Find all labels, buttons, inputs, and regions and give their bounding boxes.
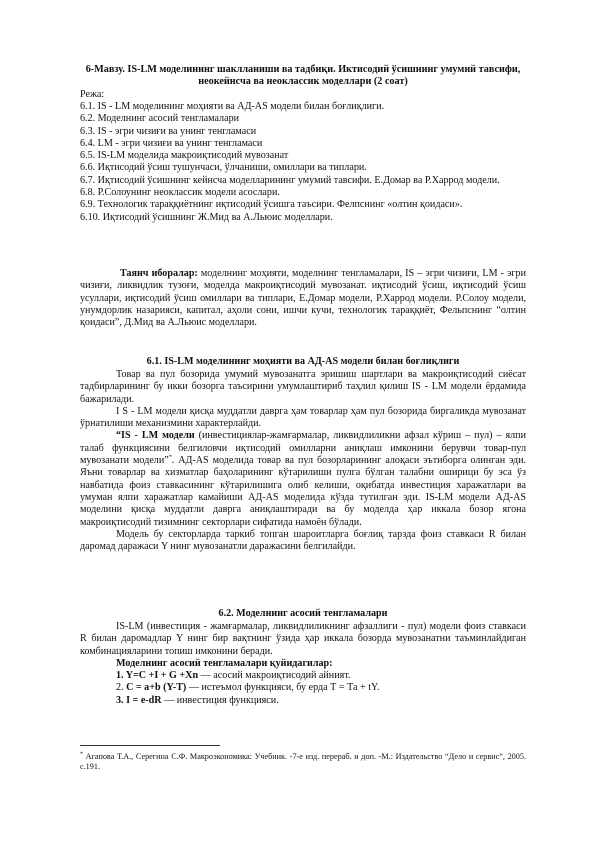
footnote-divider — [80, 745, 220, 746]
page-title: 6-Мавзу. IS-LM моделининг шаклланиши ва тадбиқи. Иктисодий ўсишнинг умумий тавсифи, неокейнсча ва неоклассик моделлари (2 соат) — [85, 64, 521, 88]
keywords-paragraph — [80, 268, 526, 329]
footnote — [80, 752, 526, 772]
paragraph: Модель бу секторларда таркиб топган шароитларга боғлиқ тарзда фоиз ставкаси R билан даромад даражаси Y нинг мувозанатли даражасини белгилайди. — [80, 528, 526, 553]
section-2-body — [80, 621, 526, 707]
plan-item: 6.5. IS-LM моделида макроиқтисодий мувозанат — [80, 150, 289, 162]
paragraph — [80, 430, 526, 528]
paragraph-text: . АД-AS моделида товар ва пул бозорларининг алоқаси эътиборга олинган эди. Яъни товарлар ва хизматлар баҳоларининг кўтарилиши пулга бўлган талабни оширици бу эса ўз навбатида фоиз ставкасининг кўтарилишига олиб келиши, оқибатда инвестиция харажатлари ва умуман ялпи харажатлар камайиши АД-AS моделида кўзда тутилган эди. IS-LM модели АД-AS моделини қисқа муддатли даврга аниқлаштиради ва бу моделда ҳар иккала бозор ягона макроиқтисодий тизимнинг секторлари сифатида намоён бўлади. — [80, 455, 527, 528]
plan-item: 6.8. Р.Солоунинг неоклассик модели асослари. — [80, 187, 280, 199]
plan-item: 6.3. IS - эгри чизиғи ва унинг тенгламаси — [80, 125, 257, 137]
term-bold: “IS - LM модели — [116, 430, 195, 442]
equation-1 — [80, 670, 526, 682]
footnote-text: Агапова Т.А., Серегина С.Ф. Макроэкономика: Учебник. -7-е изд. перераб. и доп. -М.: Издательство “Дело и сервис”, 2005. с.191. — [80, 752, 526, 771]
plan-item: 6.4. LM - эгри чизиғи ва унинг тенгламаси — [80, 137, 263, 149]
plan-item: 6.9. Технологик тараққиётнинг иқтисодий ўсишга таъсири. Фелпснинг «олтин қоидаси». — [80, 199, 463, 211]
equation-desc: — инвестиция функцияси. — [161, 694, 279, 706]
equation-formula: С = а+b (Y-T) — [126, 682, 187, 694]
paragraph: IS-LM (инвестиция - жамғармалар, ликвидлиликнинг афзаллиги - пул) модели фоиз ставкаси R билан даромадлар Y нинг бир вақтнинг ўзида ҳар иккала бозорда мувозанатни таъминлайдиган комбинацияларини топиш имконини беради. — [80, 621, 526, 657]
keywords-text: моделнинг моҳияти, моделнинг тенгламалари, IS – эгри чизиғи, LM - эгри чизиғи, ликвидлик тузоғи, моделда макроиқтисодий мувозанат. иқтисодий ўсиш, иқтисодий ўсиш усуллари, иқтисодий ўсиш омиллари ва типлари, Е.Домар модели, Р.Харрод модели. Р.Солоу модели, унумдорлик назарияси, капитал, аҳоли сони, ишчи кучи, технологик тараққиёт, Фельпснинг “олтин қоидаси”, Д.Мид ва А.Льюис моделлари. — [80, 268, 526, 329]
section-1-heading: 6.1. IS-LM моделининг моҳияти ва АД-AS модели билан боғлиқлиги — [146, 356, 460, 367]
footnote-ref[interactable]: * — [168, 454, 172, 461]
equation-formula: 1. Y=C +I + G +Xn — [116, 670, 199, 682]
equation-3 — [80, 695, 526, 707]
plan-item: 6.2. Моделнинг асосий тенгламалари — [80, 113, 240, 125]
equation-desc: — асосий макроиқтисодий айният. — [198, 670, 351, 682]
plan-item: 6.10. Иқтисодий ўсишнинг Ж.Мид ва А.Льюис моделлари. — [80, 211, 333, 223]
section-1-body — [80, 369, 526, 553]
equation-number: 2. — [116, 682, 127, 694]
paragraph-text: (инвестициялар-жамғармалар, ликвидлиликни афзал кўриш – пул) – ялпи талаб функциясини белгиловчи иқтисодий омилларни аниқлаш имконини берувчи товар-пул мувозанати модели” — [80, 430, 526, 467]
keywords-label: Таянч иборалар: — [120, 268, 198, 279]
equation-formula: 3. I = e-dR — [116, 694, 162, 706]
plan-heading: Режа: — [80, 89, 105, 100]
equation-2 — [80, 682, 526, 694]
plan-item: 6.6. Иқтисодий ўсиш тушунчаси, ўлчаниши, омиллари ва типлари. — [80, 162, 367, 174]
plan-item: 6.1. IS - LM моделининг моҳияти ва АД-AS модели билан боғлиқлиги. — [80, 101, 385, 112]
plan-list — [80, 101, 526, 224]
plan-item: 6.7. Иқтисодий ўсишнинг кейнсча моделларининг умумий тавсифи. Е.Домар ва Р.Харрод модели. — [80, 174, 500, 186]
equations-intro: Моделнинг асосий тенгламалари қуйидагилар: — [116, 657, 333, 669]
footnote-mark: * — [80, 751, 83, 758]
section-2-heading: 6.2. Моделнинг асосий тенгламалари — [218, 608, 388, 619]
paragraph: Товар ва пул бозорида умумий мувозанатга эришиш шартлари ва макроиқтисодий сиёсат тадбирларининг бу икки бозорга таъсирини умумлаштириб таҳлил қилиш IS - LM модели ёрдамида бажарилади. — [80, 369, 526, 405]
equation-desc: — истеъмол функцияси, бу ерда Т = Та + tY. — [186, 682, 380, 694]
paragraph: I S - LM модели қисқа муддатли даврга ҳам товарлар ҳам пул бозорида биргаликда мувозанат ўрнатилиши механизмини характерлайди. — [80, 405, 526, 430]
